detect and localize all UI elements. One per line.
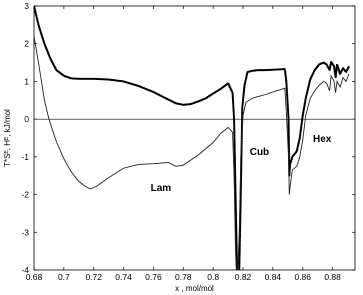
y-tick-label: -1 bbox=[21, 151, 29, 162]
x-tick-label: 0.74 bbox=[115, 272, 132, 282]
x-tick-label: 0.68 bbox=[25, 272, 43, 282]
y-tick-label: -2 bbox=[21, 189, 29, 200]
x-tick-label: 0.7 bbox=[57, 272, 70, 282]
x-tick-label: 0.82 bbox=[234, 272, 252, 282]
series-line-solid bbox=[34, 36, 349, 270]
region-label-lam: Lam bbox=[150, 182, 172, 194]
x-tick-label: 0.72 bbox=[85, 272, 102, 282]
series-group bbox=[34, 6, 349, 270]
series-layer bbox=[34, 6, 349, 270]
region-label-cub: Cub bbox=[249, 146, 270, 158]
y-tick-label: -4 bbox=[21, 265, 29, 275]
x-axis-label: x , mol/mol bbox=[175, 284, 214, 293]
y-axis-label: T*Sᴱ, Hᴱ, kJ/mol bbox=[3, 109, 12, 167]
x-tick-label: 0.84 bbox=[264, 272, 282, 282]
ticks-layer bbox=[21, 1, 355, 282]
y-tick-label: 2 bbox=[24, 38, 29, 49]
x-tick-label: 0.88 bbox=[324, 272, 341, 282]
region-label-hex: Hex bbox=[312, 133, 332, 145]
y-tick-label: 0 bbox=[24, 114, 29, 125]
series-markers bbox=[34, 6, 349, 270]
x-tick-label: 0.78 bbox=[175, 272, 192, 282]
x-tick-label: 0.86 bbox=[294, 272, 312, 282]
plot-frame bbox=[34, 6, 355, 270]
series-group bbox=[34, 36, 349, 270]
x-tick-label: 0.76 bbox=[145, 272, 162, 282]
y-tick-label: 3 bbox=[24, 1, 29, 11]
y-tick-label: -3 bbox=[21, 227, 29, 238]
x-tick-label: 0.8 bbox=[207, 272, 220, 282]
series-line-dotted bbox=[34, 6, 349, 270]
y-tick-label: 1 bbox=[24, 76, 29, 87]
